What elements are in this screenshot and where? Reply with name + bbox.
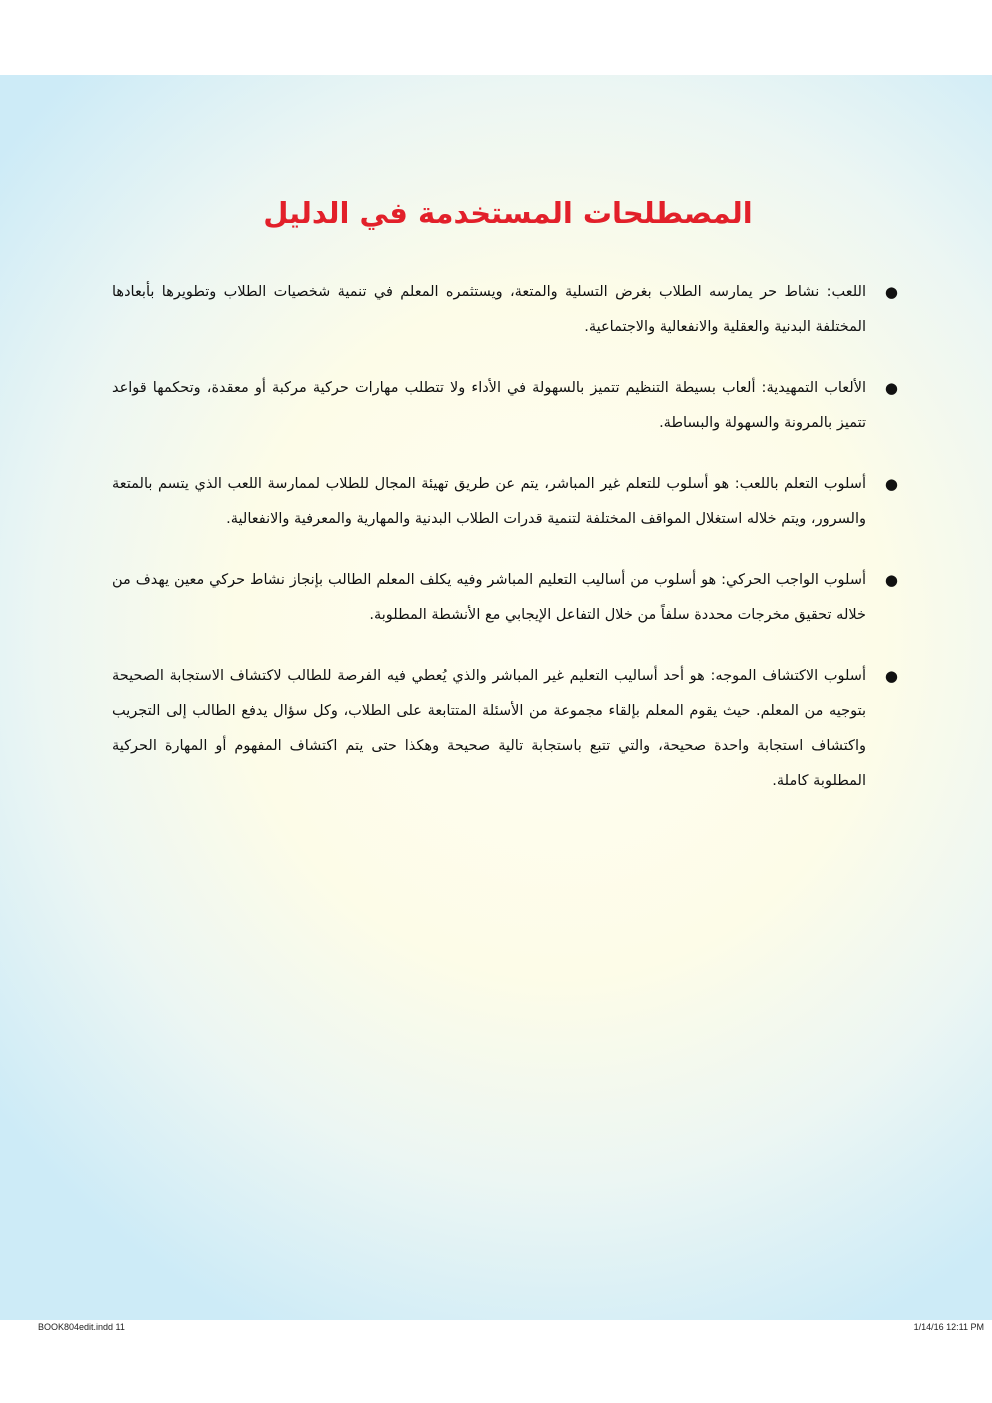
bullet-icon: ● xyxy=(884,475,898,493)
list-item xyxy=(112,467,902,537)
term-text: أسلوب الواجب الحركي: هو أسلوب من أساليب التعليم المباشر وفيه يكلف المعلم الطالب بإنجاز نشاط حركي معين يهدف من خلاله تحقيق مخرجات محددة سلفاً من خلال التفاعل الإيجابي مع الأنشطة المطلوبة. xyxy=(112,572,866,623)
list-item xyxy=(112,275,902,345)
footer-timestamp: 1/14/16 12:11 PM xyxy=(913,1322,984,1332)
page-title: المصطلحات المستخدمة في الدليل xyxy=(263,196,753,230)
bullet-icon: ● xyxy=(884,571,898,589)
term-text: الألعاب التمهيدية: ألعاب بسيطة التنظيم تتميز بالسهولة في الأداء ولا تتطلب مهارات حركية مركبة أو معقدة، وتحكمها قواعد تتميز بالمرونة والسهولة والبساطة. xyxy=(112,380,866,431)
bullet-icon: ● xyxy=(884,667,898,685)
term-text: أسلوب التعلم باللعب: هو أسلوب للتعلم غير المباشر، يتم عن طريق تهيئة المجال للطلاب لممارسة اللعب الذي يتسم بالمتعة والسرور، ويتم خلاله استغلال المواقف المختلفة لتنمية قدرات الطلاب البدنية والمهارية والمعرفية والانفعالية. xyxy=(112,476,866,527)
print-footer xyxy=(0,1320,992,1334)
list-item xyxy=(112,563,902,633)
terms-list xyxy=(112,275,902,825)
term-text: اللعب: نشاط حر يمارسه الطلاب بغرض التسلية والمتعة، ويستثمره المعلم في تنمية شخصيات الطلاب وتطويرها بأبعادها المختلفة البدنية والعقلية والانفعالية والاجتماعية. xyxy=(112,284,866,335)
bullet-icon: ● xyxy=(884,283,898,301)
bullet-icon: ● xyxy=(884,379,898,397)
list-item xyxy=(112,371,902,441)
term-text: أسلوب الاكتشاف الموجه: هو أحد أساليب التعليم غير المباشر والذي يُعطي فيه الفرصة للطالب لاكتشاف الاستجابة الصحيحة بتوجيه من المعلم. حيث يقوم المعلم بإلقاء مجموعة من الأسئلة المتتابعة على الطلاب، وكل سؤال يدفع الطالب إلى التجريب واكتشاف استجابة واحدة صحيحة، والتي تتبع باستجابة تالية صحيحة وهكذا حتى يتم اكتشاف المفهوم أو المهارة الحركية المطلوبة كاملة. xyxy=(112,668,866,789)
footer-file-name: BOOK804edit.indd 11 xyxy=(38,1322,125,1332)
list-item xyxy=(112,659,902,799)
